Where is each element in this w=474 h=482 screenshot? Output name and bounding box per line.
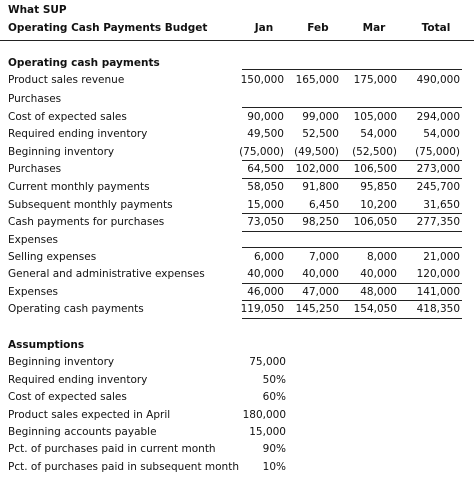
row-label-operating-cash-payments: Operating cash payments xyxy=(8,303,144,315)
budget-title: Operating Cash Payments Budget xyxy=(8,22,208,34)
purchases-bottom-rule xyxy=(242,178,462,179)
value-cell: (52,500) xyxy=(352,146,397,158)
assumption-label: Pct. of purchases paid in current month xyxy=(8,443,216,455)
value-cell: 418,350 xyxy=(416,303,460,315)
row-label-selling-expenses: Selling expenses xyxy=(8,251,97,263)
row-label-current-monthly-payments: Current monthly payments xyxy=(8,181,150,193)
value-cell: 294,000 xyxy=(416,111,460,123)
operating-total-bottom-rule xyxy=(242,318,462,319)
row-label-cost-of-expected-sales: Cost of expected sales xyxy=(8,111,127,123)
value-cell: 54,000 xyxy=(360,128,397,140)
assumption-value: 60% xyxy=(262,391,286,403)
value-cell: 52,500 xyxy=(302,128,339,140)
value-cell: 6,000 xyxy=(253,251,284,263)
assumption-value: 75,000 xyxy=(249,356,286,368)
assumption-label: Beginning accounts payable xyxy=(8,426,157,438)
header-feb: Feb xyxy=(307,22,329,34)
cash-payments-subtotal-rule xyxy=(242,213,462,214)
assumption-value: 10% xyxy=(262,461,286,473)
assumption-label: Cost of expected sales xyxy=(8,391,127,403)
header-mar: Mar xyxy=(362,22,386,34)
assumption-value: 180,000 xyxy=(242,409,286,421)
row-label-expenses-total: Expenses xyxy=(8,286,59,298)
value-cell: 141,000 xyxy=(416,286,460,298)
value-cell: 40,000 xyxy=(360,268,397,280)
assumption-label: Pct. of purchases paid in subsequent month xyxy=(8,461,239,473)
purchases-subtotal-rule xyxy=(242,160,462,161)
assumption-value: 50% xyxy=(262,374,286,386)
value-cell: 106,500 xyxy=(353,163,397,175)
value-cell: 90,000 xyxy=(247,111,284,123)
purchases-top-rule xyxy=(242,107,462,108)
value-cell: 73,050 xyxy=(247,216,284,228)
row-label-subsequent-monthly-payments: Subsequent monthly payments xyxy=(8,199,173,211)
revenue-top-rule xyxy=(242,69,462,70)
value-cell: 99,000 xyxy=(302,111,339,123)
assumption-label: Product sales expected in April xyxy=(8,409,171,421)
assumption-label: Beginning inventory xyxy=(8,356,115,368)
expenses-subtotal-rule xyxy=(242,283,462,284)
value-cell: 490,000 xyxy=(416,74,460,86)
operating-total-top-rule xyxy=(242,300,462,301)
row-label-beginning-inventory: Beginning inventory xyxy=(8,146,115,158)
expenses-top-rule xyxy=(242,247,462,248)
value-cell: 49,500 xyxy=(247,128,284,140)
assumption-label: Required ending inventory xyxy=(8,374,148,386)
row-label-general-admin-expenses: General and administrative expenses xyxy=(8,268,205,280)
value-cell: 102,000 xyxy=(295,163,339,175)
value-cell: (75,000) xyxy=(239,146,284,158)
value-cell: 6,450 xyxy=(308,199,339,211)
header-jan: Jan xyxy=(254,22,274,34)
value-cell: 165,000 xyxy=(295,74,339,86)
value-cell: 31,650 xyxy=(423,199,460,211)
value-cell: 8,000 xyxy=(366,251,397,263)
value-cell: 15,000 xyxy=(247,199,284,211)
assumption-value: 90% xyxy=(262,443,286,455)
value-cell: 119,050 xyxy=(240,303,284,315)
value-cell: 64,500 xyxy=(247,163,284,175)
section-title: Operating cash payments xyxy=(8,57,160,69)
value-cell: 58,050 xyxy=(247,181,284,193)
value-cell: 277,350 xyxy=(416,216,460,228)
value-cell: 10,200 xyxy=(360,199,397,211)
row-label-purchases-total: Purchases xyxy=(8,163,62,175)
row-label-required-ending-inventory: Required ending inventory xyxy=(8,128,148,140)
row-label-product-sales-revenue: Product sales revenue xyxy=(8,74,125,86)
value-cell: 47,000 xyxy=(302,286,339,298)
value-cell: 21,000 xyxy=(423,251,460,263)
value-cell: 105,000 xyxy=(353,111,397,123)
cash-payments-bottom-rule xyxy=(242,231,462,232)
value-cell: 46,000 xyxy=(247,286,284,298)
value-cell: 154,050 xyxy=(353,303,397,315)
value-cell: 150,000 xyxy=(240,74,284,86)
company-name: What SUP xyxy=(8,4,67,16)
row-label-expenses-heading: Expenses xyxy=(8,234,59,246)
value-cell: 7,000 xyxy=(308,251,339,263)
value-cell: (49,500) xyxy=(294,146,339,158)
value-cell: 91,800 xyxy=(302,181,339,193)
assumption-value: 15,000 xyxy=(249,426,286,438)
row-label-cash-payments-for-purchases: Cash payments for purchases xyxy=(8,216,165,228)
header-total: Total xyxy=(421,22,451,34)
value-cell: 145,250 xyxy=(295,303,339,315)
value-cell: 48,000 xyxy=(360,286,397,298)
value-cell: 54,000 xyxy=(423,128,460,140)
value-cell: 245,700 xyxy=(416,181,460,193)
value-cell: (75,000) xyxy=(415,146,460,158)
value-cell: 120,000 xyxy=(416,268,460,280)
header-divider xyxy=(0,40,474,41)
assumptions-title: Assumptions xyxy=(8,339,85,351)
value-cell: 40,000 xyxy=(302,268,339,280)
value-cell: 175,000 xyxy=(353,74,397,86)
value-cell: 273,000 xyxy=(416,163,460,175)
value-cell: 106,050 xyxy=(353,216,397,228)
value-cell: 40,000 xyxy=(247,268,284,280)
value-cell: 95,850 xyxy=(360,181,397,193)
value-cell: 98,250 xyxy=(302,216,339,228)
row-label-purchases-heading: Purchases xyxy=(8,93,62,105)
